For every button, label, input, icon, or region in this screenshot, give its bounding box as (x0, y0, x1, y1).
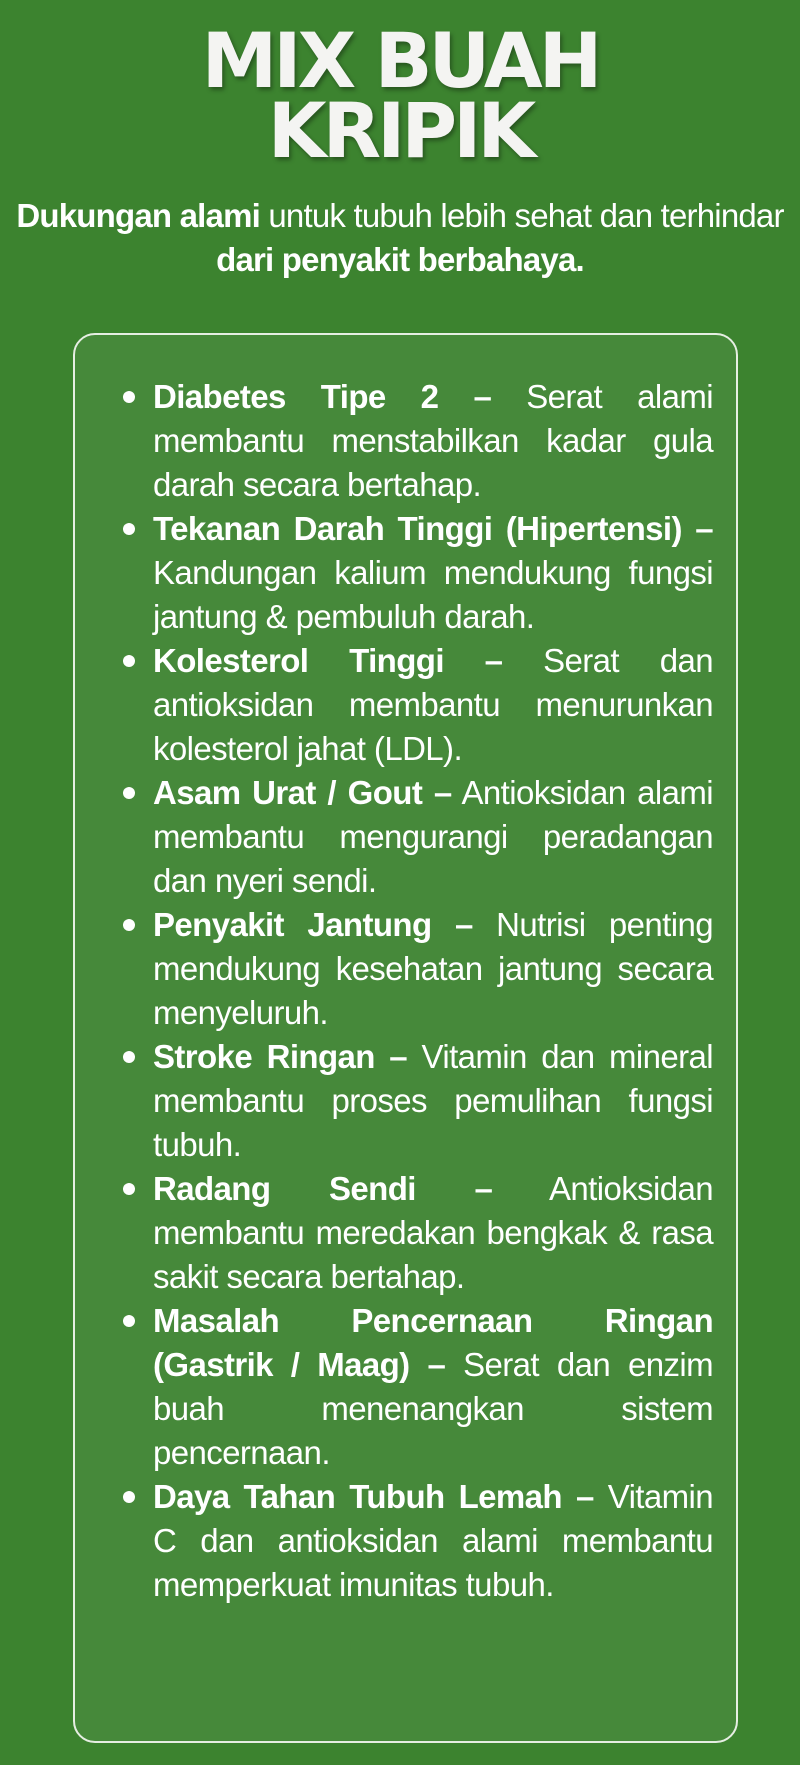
title-line-2: KRIPIK (267, 86, 533, 175)
benefit-item-radang-sendi (153, 1167, 713, 1299)
bullet-dot-icon (123, 391, 135, 403)
benefit-term: Masalah Pencernaan Ringan (Gastrik / Maag) – (153, 1302, 713, 1383)
benefit-desc: Vitamin C dan antioksidan alami membantu memperkuat imunitas tubuh. (153, 1478, 714, 1603)
benefits-list (153, 375, 713, 1607)
benefit-item-hipertensi (153, 507, 713, 639)
benefit-desc: Antioksidan alami membantu mengurangi peradangan dan nyeri sendi. (153, 774, 714, 899)
benefit-desc: Serat dan enzim buah menenangkan sistem pencernaan. (153, 1346, 713, 1471)
benefit-term: Kolesterol Tinggi – (153, 642, 503, 679)
benefit-desc: Vitamin dan mineral membantu proses pemulihan fungsi tubuh. (153, 1038, 713, 1163)
bullet-dot-icon (123, 1315, 135, 1327)
subtitle-bold-2: dari penyakit berbahaya. (216, 241, 584, 278)
subtitle-text: untuk tubuh lebih sehat dan terhindar (260, 197, 784, 234)
benefit-term: Stroke Ringan – (153, 1038, 408, 1075)
benefit-item-pencernaan (153, 1299, 713, 1475)
benefit-desc: Kandungan kalium mendukung fungsi jantung & pembuluh darah. (153, 554, 713, 635)
benefit-term: Daya Tahan Tubuh Lemah – (153, 1478, 594, 1515)
title-line-1: MIX BUAH (201, 16, 599, 105)
benefit-desc: Nutrisi penting mendukung kesehatan jantung secara menyeluruh. (153, 906, 713, 1031)
bullet-dot-icon (123, 919, 135, 931)
subtitle-bold-1: Dukungan alami (16, 197, 260, 234)
benefit-term: Penyakit Jantung – (153, 906, 473, 943)
benefit-term: Asam Urat / Gout – (153, 774, 452, 811)
bullet-dot-icon (123, 1491, 135, 1503)
benefit-item-stroke (153, 1035, 713, 1167)
benefit-desc: Serat dan antioksidan membantu menurunkan kolesterol jahat (LDL). (153, 642, 713, 767)
benefit-term: Tekanan Darah Tinggi (Hipertensi) – (153, 510, 713, 547)
bullet-dot-icon (123, 1051, 135, 1063)
benefits-card (73, 333, 738, 1743)
benefit-item-daya-tahan (153, 1475, 713, 1607)
bullet-dot-icon (123, 787, 135, 799)
bullet-dot-icon (123, 655, 135, 667)
bullet-dot-icon (123, 1183, 135, 1195)
benefit-item-jantung (153, 903, 713, 1035)
bullet-dot-icon (123, 523, 135, 535)
subtitle (0, 194, 800, 282)
benefit-item-asam-urat (153, 771, 713, 903)
benefit-desc: Serat alami membantu menstabilkan kadar gula darah secara bertahap. (153, 378, 713, 503)
benefit-item-diabetes (153, 375, 713, 507)
benefit-term: Radang Sendi – (153, 1170, 493, 1207)
benefit-desc: Antioksidan membantu meredakan bengkak & rasa sakit secara bertahap. (153, 1170, 713, 1295)
page-title (0, 16, 800, 175)
benefit-term: Diabetes Tipe 2 – (153, 378, 492, 415)
benefit-item-kolesterol (153, 639, 713, 771)
